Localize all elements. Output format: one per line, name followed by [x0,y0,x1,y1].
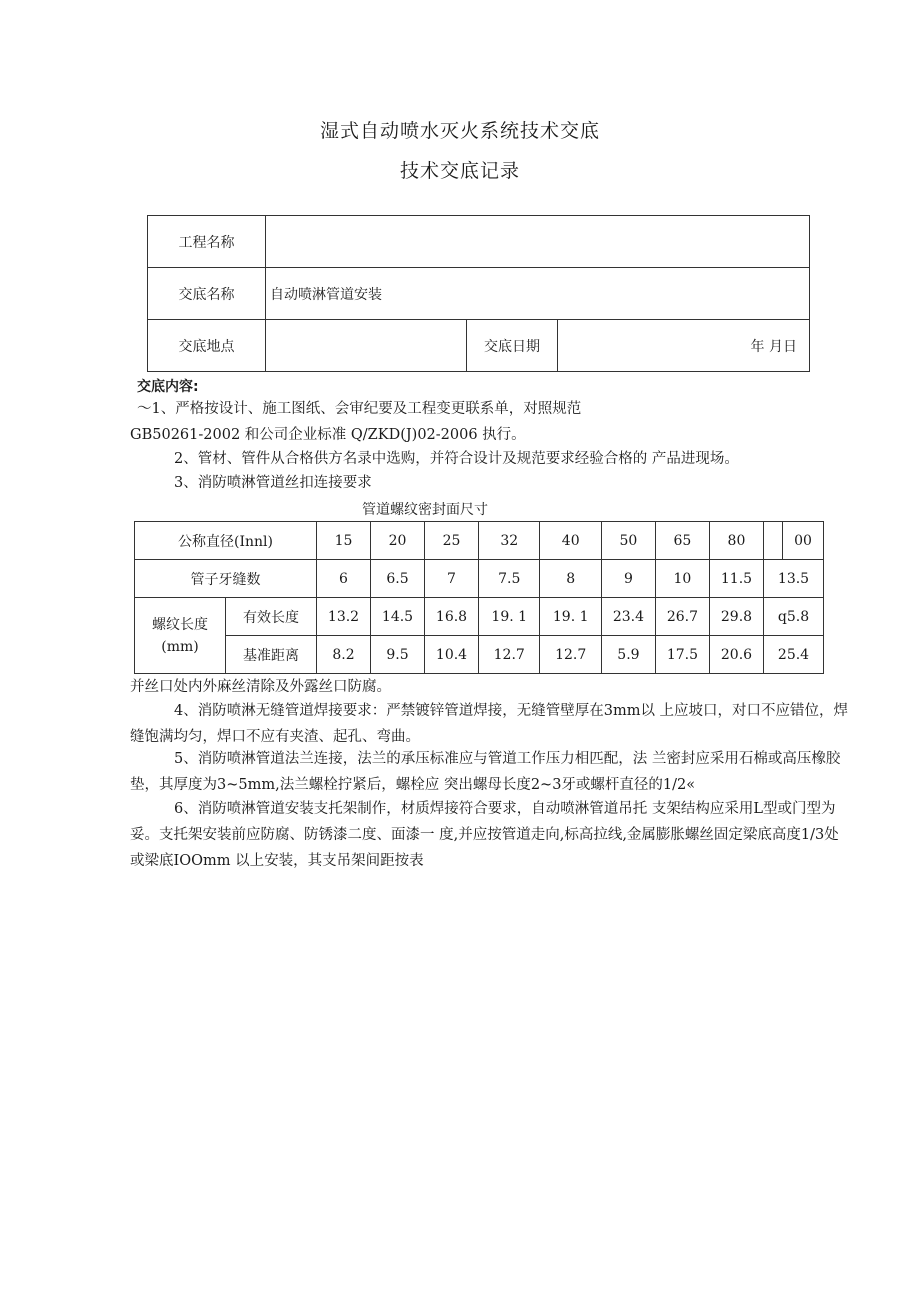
table-row [148,216,810,268]
paragraph-4: 4、消防喷淋无缝管道焊接要求：严禁镀锌管道焊接，无缝管壁厚在3mm以 上应坡口，对口不应错位，焊缝饱满均匀，焊口不应有夹渣、起孔、弯曲。 [130,703,849,745]
effective-label: 有效长度 [226,598,317,636]
base-cell: 5.9 [601,636,655,674]
base-cell: 8.2 [317,636,371,674]
dn-cell: 65 [655,522,709,560]
effective-cell: 19. 1 [479,598,540,636]
after-table-text: 并丝口处内外麻丝清除及外露丝口防腐。 [130,679,391,695]
paragraph-1-line-1: ～1、严格按设计、施工图纸、会审纪要及工程变更联系单，对照规范 [137,401,582,417]
effective-cell: 14.5 [371,598,425,636]
effective-cell: q5.8 [764,598,824,636]
teeth-cell: 11.5 [709,560,763,598]
project-name-label: 工程名称 [148,216,266,268]
table-row [148,320,810,372]
base-cell: 12.7 [540,636,601,674]
base-cell: 17.5 [655,636,709,674]
dn-cell: 80 [709,522,763,560]
base-cell: 20.6 [709,636,763,674]
teeth-cell: 6 [317,560,371,598]
dn-cell: 25 [425,522,479,560]
place-value [266,320,467,372]
length-label: 螺纹长度 [152,616,208,633]
date-value: 年 月日 [558,320,810,372]
effective-cell: 23.4 [601,598,655,636]
dn-cell: 50 [601,522,655,560]
info-table [147,215,810,372]
dn-cell: 20 [371,522,425,560]
paragraph-2: 2、管材、管件从合格供方名录中选购，并符合设计及规范要求经验合格的 产品进现场。 [174,451,739,467]
length-label-cell [135,598,226,674]
base-label: 基准距离 [226,636,317,674]
table-row [148,268,810,320]
teeth-cell: 10 [655,560,709,598]
document-title: 湿式自动喷水灭火系统技术交底 [319,120,600,142]
teeth-cell: 8 [540,560,601,598]
table-row [135,636,824,674]
effective-cell: 26.7 [655,598,709,636]
length-unit: (mm) [161,638,199,655]
paragraph-3: 3、消防喷淋管道丝扣连接要求 [174,475,372,491]
base-cell: 9.5 [371,636,425,674]
paragraph-5: 5、消防喷淋管道法兰连接，法兰的承压标准应与管道工作压力相匹配，法 兰密封应采用石棉或高压橡胶垫，其厚度为3~5mm,法兰螺栓拧紧后，螺栓应 突出螺母长度2~3牙或螺杆直径的1/2« [130,751,841,793]
dn-cell: 32 [479,522,540,560]
effective-cell: 13.2 [317,598,371,636]
teeth-cell: 13.5 [764,560,824,598]
date-label: 交底日期 [467,320,558,372]
dn-cell [764,522,783,560]
paragraph-1-line-2: GB50261-2002 和公司企业标准 Q/ZKD(J)02-2006 执行。 [130,427,526,443]
effective-cell: 19. 1 [540,598,601,636]
table-caption: 管道螺纹密封面尺寸 [362,502,488,518]
item-name-value: 自动喷淋管道安装 [266,268,810,320]
base-cell: 25.4 [764,636,824,674]
base-cell: 10.4 [425,636,479,674]
document-subtitle: 技术交底记录 [399,160,520,182]
dn-cell: 00 [783,522,824,560]
item-name-label: 交底名称 [148,268,266,320]
effective-cell: 29.8 [709,598,763,636]
thread-table [134,521,824,674]
teeth-cell: 7 [425,560,479,598]
project-name-value [266,216,810,268]
content-label: 交底内容: [137,379,199,395]
dn-cell: 15 [317,522,371,560]
paragraph-6: 6、消防喷淋管道安装支托架制作，材质焊接符合要求，自动喷淋管道吊托 支架结构应采用L型或门型为妥。支托架安装前应防腐、防锈漆二度、面漆一 度,并应按管道走向,标高拉线,金属膨胀螺丝固定梁底高度1/3处或梁底IOOmm 以上安装，其支吊架间距按表 [130,801,839,869]
dn-cell: 40 [540,522,601,560]
effective-cell: 16.8 [425,598,479,636]
teeth-cell: 6.5 [371,560,425,598]
teeth-cell: 9 [601,560,655,598]
table-row [135,598,824,636]
table-row [135,522,824,560]
teeth-label: 管子牙缝数 [135,560,317,598]
base-cell: 12.7 [479,636,540,674]
table-row [135,560,824,598]
dn-label: 公称直径(Innl) [135,522,317,560]
teeth-cell: 7.5 [479,560,540,598]
place-label: 交底地点 [148,320,266,372]
